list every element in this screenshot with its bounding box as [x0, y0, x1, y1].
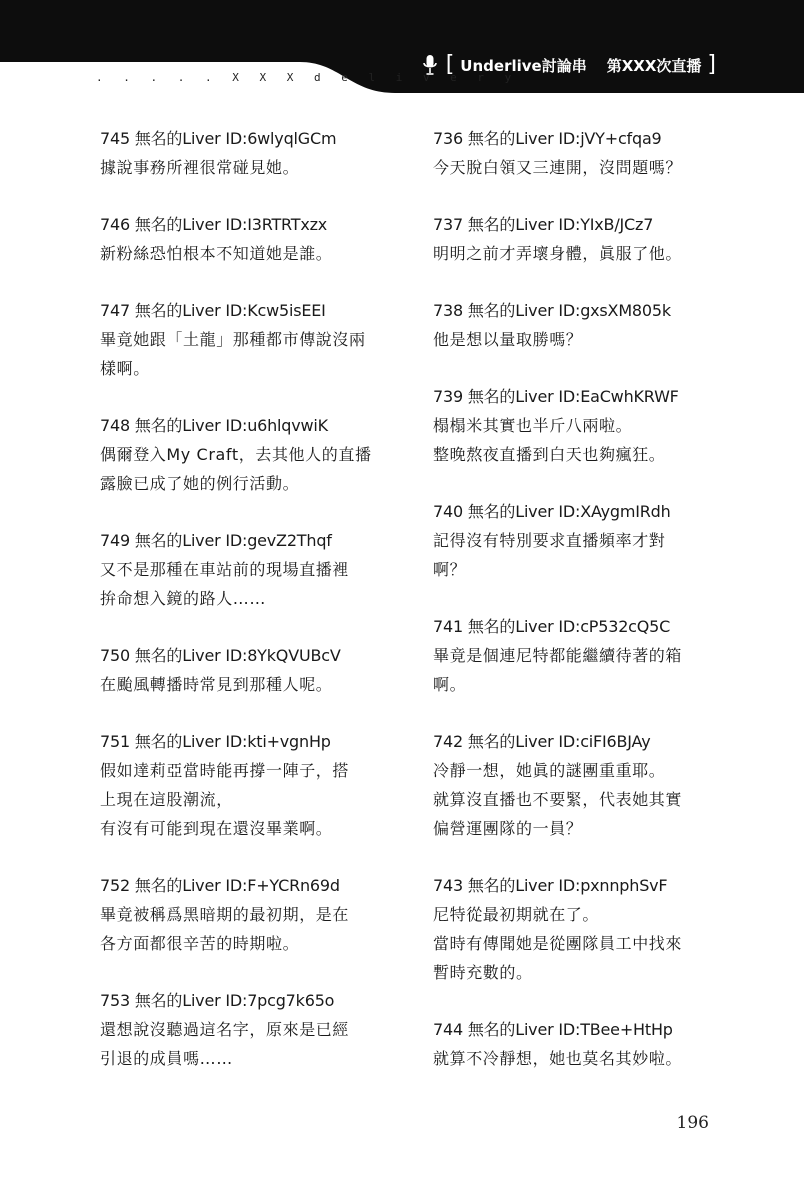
post-body-line: 榻榻米其實也半斤八兩啦。	[433, 416, 633, 435]
post-body-line: 上現在這股潮流，	[100, 790, 233, 809]
post-header: 749 無名的Liver ID:gevZ2Thqf	[100, 531, 332, 550]
post-header: 744 無名的Liver ID:TBee+HtHp	[433, 1020, 673, 1039]
post-body-line: 就算沒直播也不要緊，代表她其實	[433, 790, 683, 809]
bracket-close: ]	[707, 52, 716, 77]
post-header: 745 無名的Liver ID:6wlyqlGCm	[100, 129, 337, 148]
forum-post	[100, 641, 400, 699]
post-header: 743 無名的Liver ID:pxnnphSvF	[433, 876, 668, 895]
post-body-line: 當時有傳聞她是從團隊員工中找來	[433, 934, 683, 953]
running-head-left: . . . . . X X X d e l i v e r y	[96, 71, 519, 84]
forum-post	[100, 411, 400, 498]
forum-post	[100, 871, 400, 958]
forum-post	[433, 612, 733, 699]
post-body-line: 畢竟她跟「土龍」那種都市傳說沒兩	[100, 330, 366, 349]
forum-post	[100, 210, 400, 268]
post-header: 751 無名的Liver ID:kti+vgnHp	[100, 732, 331, 751]
post-body-line: 偏營運團隊的一員？	[433, 819, 583, 838]
post-body-line: 引退的成員嗎……	[100, 1049, 233, 1068]
post-header: 742 無名的Liver ID:ciFI6BJAy	[433, 732, 651, 751]
left-column	[100, 124, 400, 1101]
issue-title: 第XXX次直播	[606, 56, 702, 75]
forum-post	[433, 296, 733, 354]
post-header: 752 無名的Liver ID:F+YCRn69d	[100, 876, 340, 895]
post-body-line: 暫時充數的。	[433, 963, 533, 982]
microphone-icon	[422, 54, 438, 76]
post-body-line: 新粉絲恐怕根本不知道她是誰。	[100, 244, 333, 263]
bracket-open: [	[445, 52, 455, 77]
post-body-line: 據說事務所裡很常碰見她。	[100, 158, 300, 177]
post-header: 750 無名的Liver ID:8YkQVUBcV	[100, 646, 341, 665]
post-body-line: 記得沒有特別要求直播頻率才對	[433, 531, 666, 550]
post-body-line: 樣啊。	[100, 359, 150, 378]
post-header: 748 無名的Liver ID:u6hlqvwiK	[100, 416, 328, 435]
post-body-line: 在颱風轉播時常見到那種人呢。	[100, 675, 333, 694]
forum-post	[100, 124, 400, 182]
post-body-line: 尼特從最初期就在了。	[433, 905, 600, 924]
forum-post	[100, 727, 400, 843]
post-body-line: 拚命想入鏡的路人……	[100, 589, 267, 608]
post-body-line: 冷靜一想，她眞的謎團重重耶。	[433, 761, 666, 780]
post-header: 738 無名的Liver ID:gxsXM805k	[433, 301, 671, 320]
post-body-line: 就算不冷靜想，她也莫名其妙啦。	[433, 1049, 683, 1068]
forum-post	[433, 124, 733, 182]
forum-post	[433, 497, 733, 584]
page-number: 196	[676, 1113, 709, 1133]
post-body-line: 啊。	[433, 675, 467, 694]
post-body-line: 明明之前才弄壞身體，眞服了他。	[433, 244, 683, 263]
post-header: 736 無名的Liver ID:jVY+cfqa9	[433, 129, 662, 148]
post-body-line: 假如達莉亞當時能再撐一陣子，搭	[100, 761, 350, 780]
post-header: 741 無名的Liver ID:cP532cQ5C	[433, 617, 671, 636]
post-body-line: 畢竟是個連尼特都能繼續待著的箱	[433, 646, 683, 665]
post-body-line: 整晚熬夜直播到白天也夠瘋狂。	[433, 445, 666, 464]
post-body-line: 露臉已成了她的例行活動。	[100, 474, 300, 493]
post-header: 747 無名的Liver ID:Kcw5isEEI	[100, 301, 326, 320]
forum-post	[100, 526, 400, 613]
post-body-line: 偶爾登入My Craft，去其他人的直播	[100, 445, 372, 464]
forum-post	[433, 210, 733, 268]
right-column	[433, 124, 733, 1101]
post-body-line: 畢竟被稱爲黑暗期的最初期，是在	[100, 905, 350, 924]
post-body-line: 他是想以量取勝嗎？	[433, 330, 583, 349]
post-header: 737 無名的Liver ID:YIxB/JCz7	[433, 215, 654, 234]
forum-post	[433, 1015, 733, 1073]
post-body-line: 各方面都很辛苦的時期啦。	[100, 934, 300, 953]
running-head-right	[422, 54, 716, 76]
post-body-line: 有沒有可能到現在還沒畢業啊。	[100, 819, 333, 838]
post-header: 746 無名的Liver ID:I3RTRTxzx	[100, 215, 328, 234]
forum-post	[433, 871, 733, 987]
forum-post	[433, 727, 733, 843]
forum-post	[433, 382, 733, 469]
series-title: Underlive討論串	[460, 56, 587, 75]
forum-post	[100, 986, 400, 1073]
post-body-line: 還想說沒聽過這名字，原來是已經	[100, 1020, 350, 1039]
post-header: 739 無名的Liver ID:EaCwhKRWF	[433, 387, 679, 406]
post-body-line: 啊？	[433, 560, 467, 579]
post-header: 753 無名的Liver ID:7pcg7k65o	[100, 991, 335, 1010]
forum-post	[100, 296, 400, 383]
post-header: 740 無名的Liver ID:XAygmIRdh	[433, 502, 671, 521]
post-body-line: 又不是那種在車站前的現場直播裡	[100, 560, 350, 579]
post-body-line: 今天脫白領又三連開，沒問題嗎？	[433, 158, 683, 177]
